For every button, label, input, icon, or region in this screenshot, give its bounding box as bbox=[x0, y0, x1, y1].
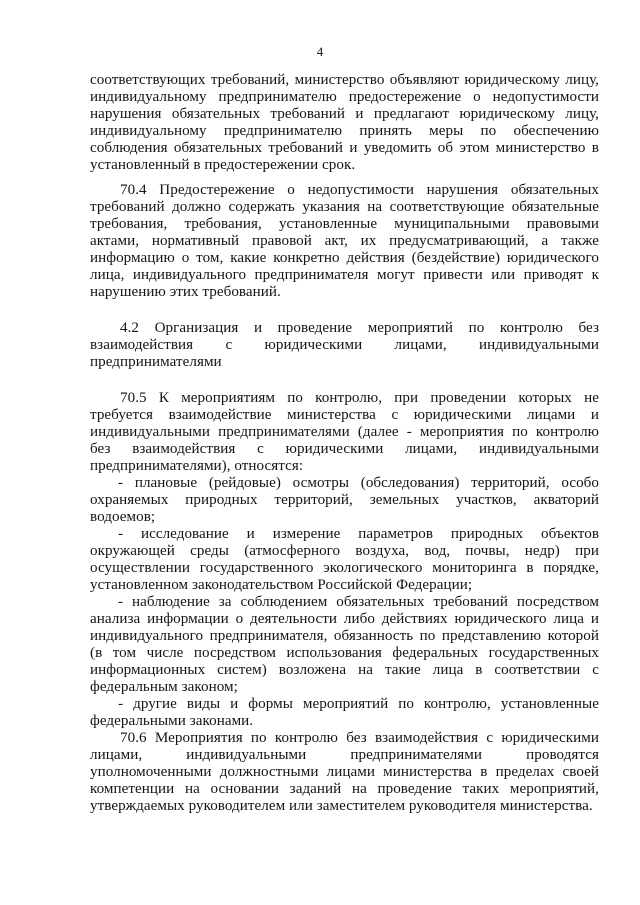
list-item-other bbox=[90, 696, 599, 730]
text-line: информацию о том, какие конкретно действия (бездействие) юридического bbox=[90, 250, 599, 266]
text-line: водоемов; bbox=[90, 509, 156, 525]
text-line: предпринимателями), относятся: bbox=[90, 458, 304, 474]
list-item-measurements bbox=[90, 526, 599, 594]
paragraph-70-4 bbox=[90, 182, 599, 301]
text-line: нарушению этих требований. bbox=[90, 284, 281, 300]
text-line: требуется взаимодействие министерства с юридическими лицами и bbox=[90, 407, 599, 423]
text-line: 70.4 Предостережение о недопустимости нарушения обязательных bbox=[120, 182, 599, 198]
paragraph-70-5 bbox=[90, 390, 599, 475]
text-line: осуществлении государственного экологического мониторинга в порядке, bbox=[90, 560, 599, 576]
text-line: без взаимодействия с юридическими лицами, индивидуальными bbox=[90, 441, 599, 457]
text-line: установленном законодательством Российской Федерации; bbox=[90, 577, 473, 593]
text-line: компетенции на основании заданий на проведение таких мероприятий, bbox=[90, 781, 599, 797]
text-line: уполномоченными должностными лицами министерства в пределах своей bbox=[90, 764, 599, 780]
text-line: требования, требования, установленные муниципальными правовыми bbox=[90, 216, 599, 232]
heading-line: взаимодействия с юридическими лицами, индивидуальными bbox=[90, 337, 599, 353]
text-line: лица, индивидуального предпринимателя могут привести или приводят к bbox=[90, 267, 599, 283]
paragraph-70-6 bbox=[90, 730, 599, 815]
text-line: индивидуального предпринимателя, обязанность по представлению которой bbox=[90, 628, 599, 644]
text-line: установленный в предостережении срок. bbox=[90, 157, 356, 173]
text-line: индивидуальными предпринимателями (далее - мероприятия по контролю bbox=[90, 424, 599, 440]
list-item-inspections bbox=[90, 475, 599, 526]
text-line: охраняемых природных территорий, земельных участков, акваторий bbox=[90, 492, 599, 508]
text-line: - другие виды и формы мероприятий по контролю, установленные bbox=[118, 696, 599, 712]
text-line: (в том числе посредством использования федеральных государственных bbox=[90, 645, 599, 661]
text-line: окружающей среды (атмосферного воздуха, вод, почвы, недр) при bbox=[90, 543, 599, 559]
text-line: индивидуальному предпринимателю предостережение о недопустимости bbox=[90, 89, 599, 105]
text-line: - наблюдение за соблюдением обязательных требований посредством bbox=[118, 594, 599, 610]
text-line: федеральными законами. bbox=[90, 713, 254, 729]
text-line: - плановые (рейдовые) осмотры (обследования) территорий, особо bbox=[118, 475, 599, 491]
page-number: 4 bbox=[316, 44, 324, 59]
text-line: анализа информации о деятельности либо действиях юридического лица и bbox=[90, 611, 599, 627]
heading-line: предпринимателями bbox=[90, 354, 222, 370]
text-line: нарушения обязательных требований и предлагают юридическому лицу, bbox=[90, 106, 599, 122]
section-heading-4-2 bbox=[90, 320, 599, 371]
text-line: требований должно содержать указания на соответствующие обязательные bbox=[90, 199, 599, 215]
text-line: 70.6 Мероприятия по контролю без взаимодействия с юридическими bbox=[120, 730, 599, 746]
text-line: актами, нормативный правовой акт, их предусматривающий, а также bbox=[90, 233, 599, 249]
text-line: соблюдения обязательных требований и уведомить об этом министерство в bbox=[90, 140, 599, 156]
list-item-monitoring bbox=[90, 594, 599, 696]
text-line: федеральным законом; bbox=[90, 679, 238, 695]
text-line: утверждаемых руководителем или заместителем руководителя министерства. bbox=[90, 798, 593, 814]
heading-line: 4.2 Организация и проведение мероприятий по контролю без bbox=[120, 320, 599, 336]
paragraph-warning-issuance bbox=[90, 72, 599, 174]
text-line: индивидуальному предпринимателю принять меры по обеспечению bbox=[90, 123, 599, 139]
text-line: 70.5 К мероприятиям по контролю, при проведении которых не bbox=[120, 390, 599, 406]
text-line: - исследование и измерение параметров природных объектов bbox=[118, 526, 599, 542]
text-line: лицами, индивидуальными предпринимателями проводятся bbox=[90, 747, 599, 763]
text-line: соответствующих требований, министерство объявляют юридическому лицу, bbox=[90, 72, 599, 88]
text-line: информационных систем) возложена на такие лица в соответствии с bbox=[90, 662, 599, 678]
